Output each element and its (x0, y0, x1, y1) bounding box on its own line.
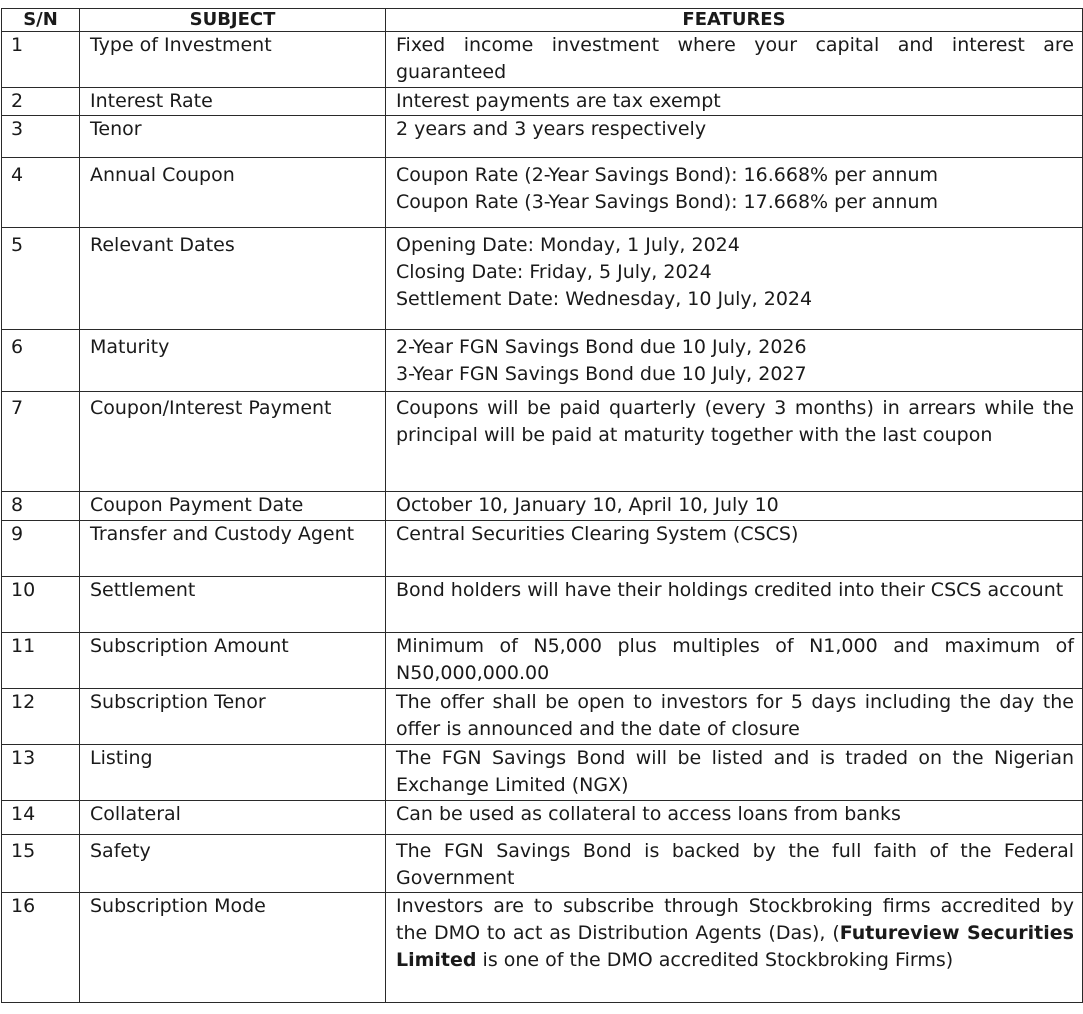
row-subject: Coupon/Interest Payment (80, 392, 386, 492)
row-feature: 2-Year FGN Savings Bond due 10 July, 2026 3-Year FGN Savings Bond due 10 July, 2027 (386, 330, 1083, 392)
table-row (2, 633, 1083, 689)
row-sn: 14 (2, 801, 80, 835)
row-sn: 11 (2, 633, 80, 689)
row-sn: 7 (2, 392, 80, 492)
row-sn: 6 (2, 330, 80, 392)
table-row (2, 330, 1083, 392)
row-sn: 16 (2, 893, 80, 1003)
header-row (2, 9, 1083, 32)
row-sn: 15 (2, 835, 80, 893)
row-feature: Interest payments are tax exempt (386, 88, 1083, 116)
row-sn: 10 (2, 577, 80, 633)
row-feature: Central Securities Clearing System (CSCS) (386, 521, 1083, 577)
table-row (2, 689, 1083, 745)
row-subject: Subscription Tenor (80, 689, 386, 745)
table-row (2, 893, 1083, 1003)
row-sn: 5 (2, 228, 80, 330)
row-sn: 9 (2, 521, 80, 577)
table-row (2, 801, 1083, 835)
table-row (2, 88, 1083, 116)
row-sn: 2 (2, 88, 80, 116)
futureview-name: Futureview Securities Limited (396, 922, 1074, 971)
header-sn: S/N (2, 9, 80, 32)
table-row (2, 228, 1083, 330)
row-feature: October 10, January 10, April 10, July 10 (386, 492, 1083, 521)
table-row (2, 158, 1083, 228)
row-sn: 4 (2, 158, 80, 228)
row-subject: Maturity (80, 330, 386, 392)
row-sn: 3 (2, 116, 80, 158)
row-feature: Bond holders will have their holdings credited into their CSCS account (386, 577, 1083, 633)
mode-text-after: is one of the DMO accredited Stockbroking Firms) (476, 949, 954, 971)
row-subject: Collateral (80, 801, 386, 835)
row-subject: Type of Investment (80, 32, 386, 88)
header-features: FEATURES (386, 9, 1083, 32)
row-subject: Transfer and Custody Agent (80, 521, 386, 577)
header-subject: SUBJECT (80, 9, 386, 32)
row-feature: The FGN Savings Bond will be listed and is traded on the Nigerian Exchange Limited (NGX) (386, 745, 1083, 801)
row-subject: Settlement (80, 577, 386, 633)
row-subject: Subscription Mode (80, 893, 386, 1003)
table-row (2, 32, 1083, 88)
row-feature: 2 years and 3 years respectively (386, 116, 1083, 158)
row-feature: The FGN Savings Bond is backed by the full faith of the Federal Government (386, 835, 1083, 893)
row-feature: Can be used as collateral to access loans from banks (386, 801, 1083, 835)
row-feature: Fixed income investment where your capital and interest are guaranteed (386, 32, 1083, 88)
row-feature: Minimum of N5,000 plus multiples of N1,000 and maximum of N50,000,000.00 (386, 633, 1083, 689)
bond-features-table (1, 8, 1083, 1003)
table-row (2, 392, 1083, 492)
table-row (2, 116, 1083, 158)
row-sn: 1 (2, 32, 80, 88)
row-feature: The offer shall be open to investors for 5 days including the day the offer is announced and the date of closure (386, 689, 1083, 745)
table-row (2, 521, 1083, 577)
row-subject: Listing (80, 745, 386, 801)
row-feature: Coupon Rate (2-Year Savings Bond): 16.668% per annum Coupon Rate (3-Year Savings Bond): 17.668% per annum (386, 158, 1083, 228)
row-sn: 8 (2, 492, 80, 521)
row-sn: 12 (2, 689, 80, 745)
row-feature: Coupons will be paid quarterly (every 3 months) in arrears while the principal will be paid at maturity together with the last coupon (386, 392, 1083, 492)
row-subject: Relevant Dates (80, 228, 386, 330)
table-row (2, 492, 1083, 521)
table-row (2, 577, 1083, 633)
row-feature (386, 893, 1083, 1003)
row-subject: Tenor (80, 116, 386, 158)
row-subject: Annual Coupon (80, 158, 386, 228)
row-feature: Opening Date: Monday, 1 July, 2024 Closing Date: Friday, 5 July, 2024 Settlement Date: Wednesday, 10 July, 2024 (386, 228, 1083, 330)
row-subject: Subscription Amount (80, 633, 386, 689)
row-subject: Safety (80, 835, 386, 893)
row-subject: Coupon Payment Date (80, 492, 386, 521)
row-subject: Interest Rate (80, 88, 386, 116)
mode-text-before: Investors are to subscribe through Stockbroking firms accredited by the DMO to act as Distribution Agents (Das), ( (396, 895, 1074, 944)
row-sn: 13 (2, 745, 80, 801)
table-row (2, 745, 1083, 801)
table-row (2, 835, 1083, 893)
